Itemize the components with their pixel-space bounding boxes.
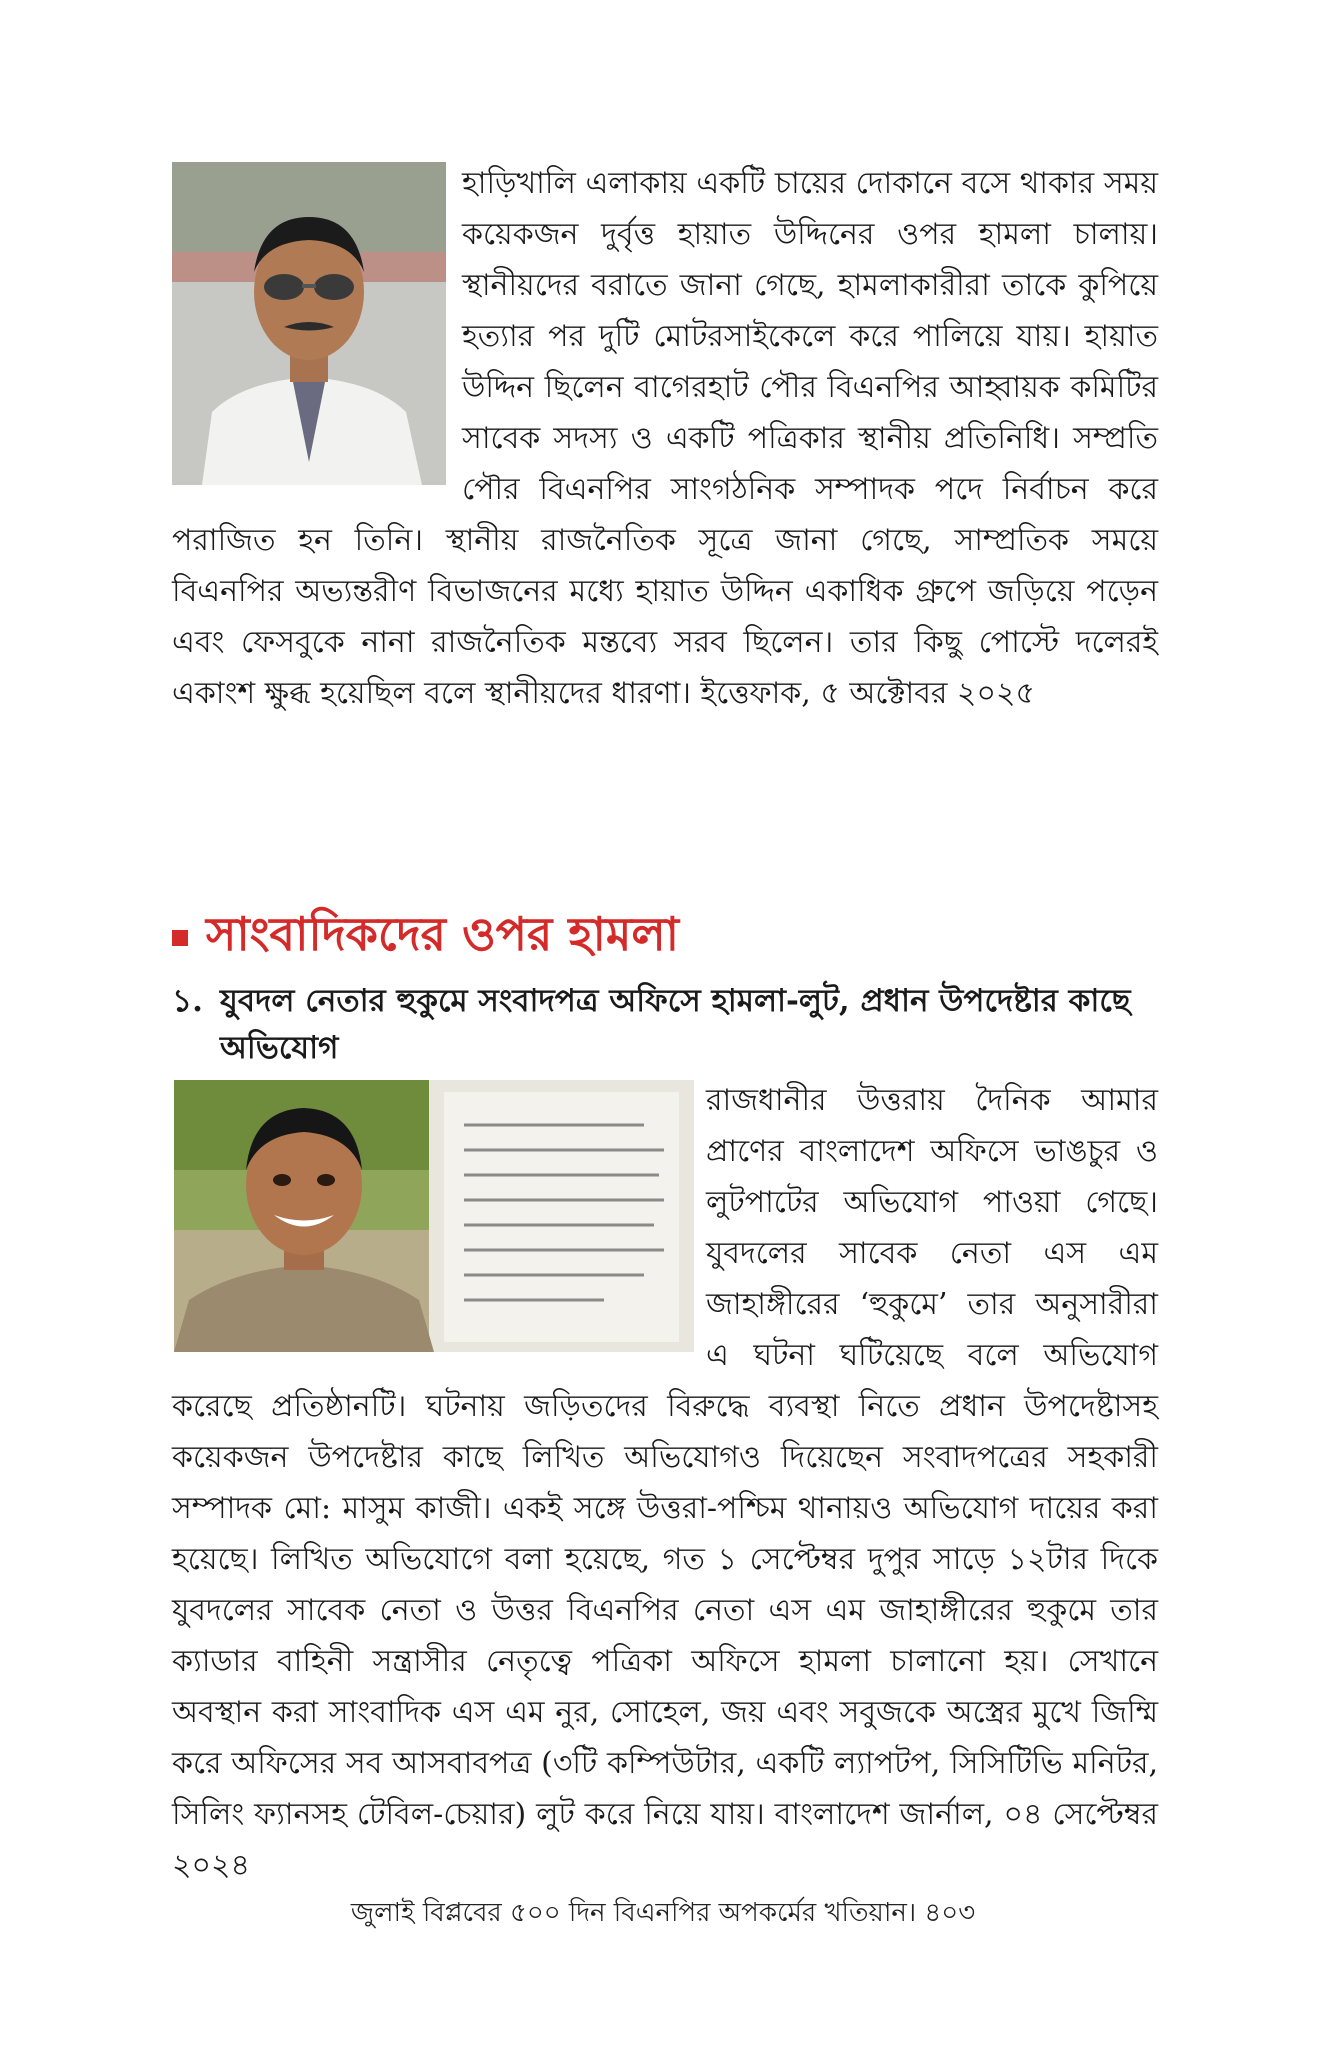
item-heading [172,978,1158,1072]
item-number: ১. [172,983,203,1019]
bullet-square-icon [172,930,188,946]
article-2-text: রাজধানীর উত্তরায় দৈনিক আমার প্রাণের বাংলাদেশ অফিসে ভাঙচুর ও লুটপাটের অভিযোগ পাওয়া গেছে। যুবদলের সাবেক নেতা এস এম জাহাঙ্গীরের ‘হুকুমে’ তার অনুসারীরা এ ঘটনা ঘটিয়েছে বলে অভিযোগ করেছে প্রতিষ্ঠানটি। ঘটনায় জড়িতদের বিরুদ্ধে ব্যবস্থা নিতে প্রধান উপদেষ্টাসহ কয়েকজন উপদেষ্টার কাছে লিখিত অভিযোগও দিয়েছেন সংবাদপত্রের সহকারী সম্পাদক মো: মাসুম কাজী। একই সঙ্গে উত্তরা-পশ্চিম থানায়ও অভিযোগ দায়ের করা হয়েছে। লিখিত অভিযোগে বলা হয়েছে, গত ১ সেপ্টেম্বর দুপুর সাড়ে ১২টার দিকে যুবদলের সাবেক নেতা ও উত্তর বিএনপির নেতা এস এম জাহাঙ্গীরের হুকুমে তার ক্যাডার বাহিনী সন্ত্রাসীর নেতৃত্বে পত্রিকা অফিসে হামলা চালানো হয়। সেখানে অবস্থান করা সাংবাদিক এস এম নুর, সোহেল, জয় এবং সবুজকে অস্ত্রের মুখে জিম্মি করে অফিসের সব আসবাবপত্র (৩টি কম্পিউটার, একটি ল্যাপটপ, সিসিটিভি মনিটর, সিলিং ফ্যানসহ টেবিল-চেয়ার) লুট করে নিয়ে যায়। বাংলাদেশ জার্নাল, ০৪ সেপ্টেম্বর ২০২৪ [172,1083,1158,1883]
article-1-text: হাড়িখালি এলাকায় একটি চায়ের দোকানে বসে থাকার সময় কয়েকজন দুর্বৃত্ত হায়াত উদ্দিনের ওপর হামলা চালায়। স্থানীয়দের বরাতে জানা গেছে, হামলাকারীরা তাকে কুপিয়ে হত্যার পর দুটি মোটরসাইকেলে করে পালিয়ে যায়। হায়াত উদ্দিন ছিলেন বাগেরহাট পৌর বিএনপির আহ্বায়ক কমিটির সাবেক সদস্য ও একটি পত্রিকার স্থানীয় প্রতিনিধি। সম্প্রতি পৌর বিএনপির সাংগঠনিক সম্পাদক পদে নির্বাচন করে পরাজিত হন তিনি। স্থানীয় রাজনৈতিক সূত্রে জানা গেছে, সাম্প্রতিক সময়ে বিএনপির অভ্যন্তরীণ বিভাজনের মধ্যে হায়াত উদ্দিন একাধিক গ্রুপে জড়িয়ে পড়েন এবং ফেসবুকে নানা রাজনৈতিক মন্তব্যে সরব ছিলেন। তার কিছু পোস্টে দলেরই একাংশ ক্ষুব্ধ হয়েছিল বলে স্থানীয়দের ধারণা। ইত্তেফাক, ৫ অক্টোবর ২০২৫ [172,166,1158,711]
item-title: যুবদল নেতার হুকুমে সংবাদপত্র অফিসে হামলা-লুট, প্রধান উপদেষ্টার কাছে অভিযোগ [220,983,1131,1066]
section-title: সাংবাদিকদের ওপর হামলা [206,907,680,961]
article-1-body [172,158,1158,719]
photo-float-spacer [172,1075,706,1352]
section-heading [172,900,679,976]
page-footer: জুলাই বিপ্লবের ৫০০ দিন বিএনপির অপকর্মের খতিয়ান। ৪০৩ [350,1898,976,1928]
article-2-body [172,1075,1158,1891]
photo-float-spacer [172,158,462,488]
